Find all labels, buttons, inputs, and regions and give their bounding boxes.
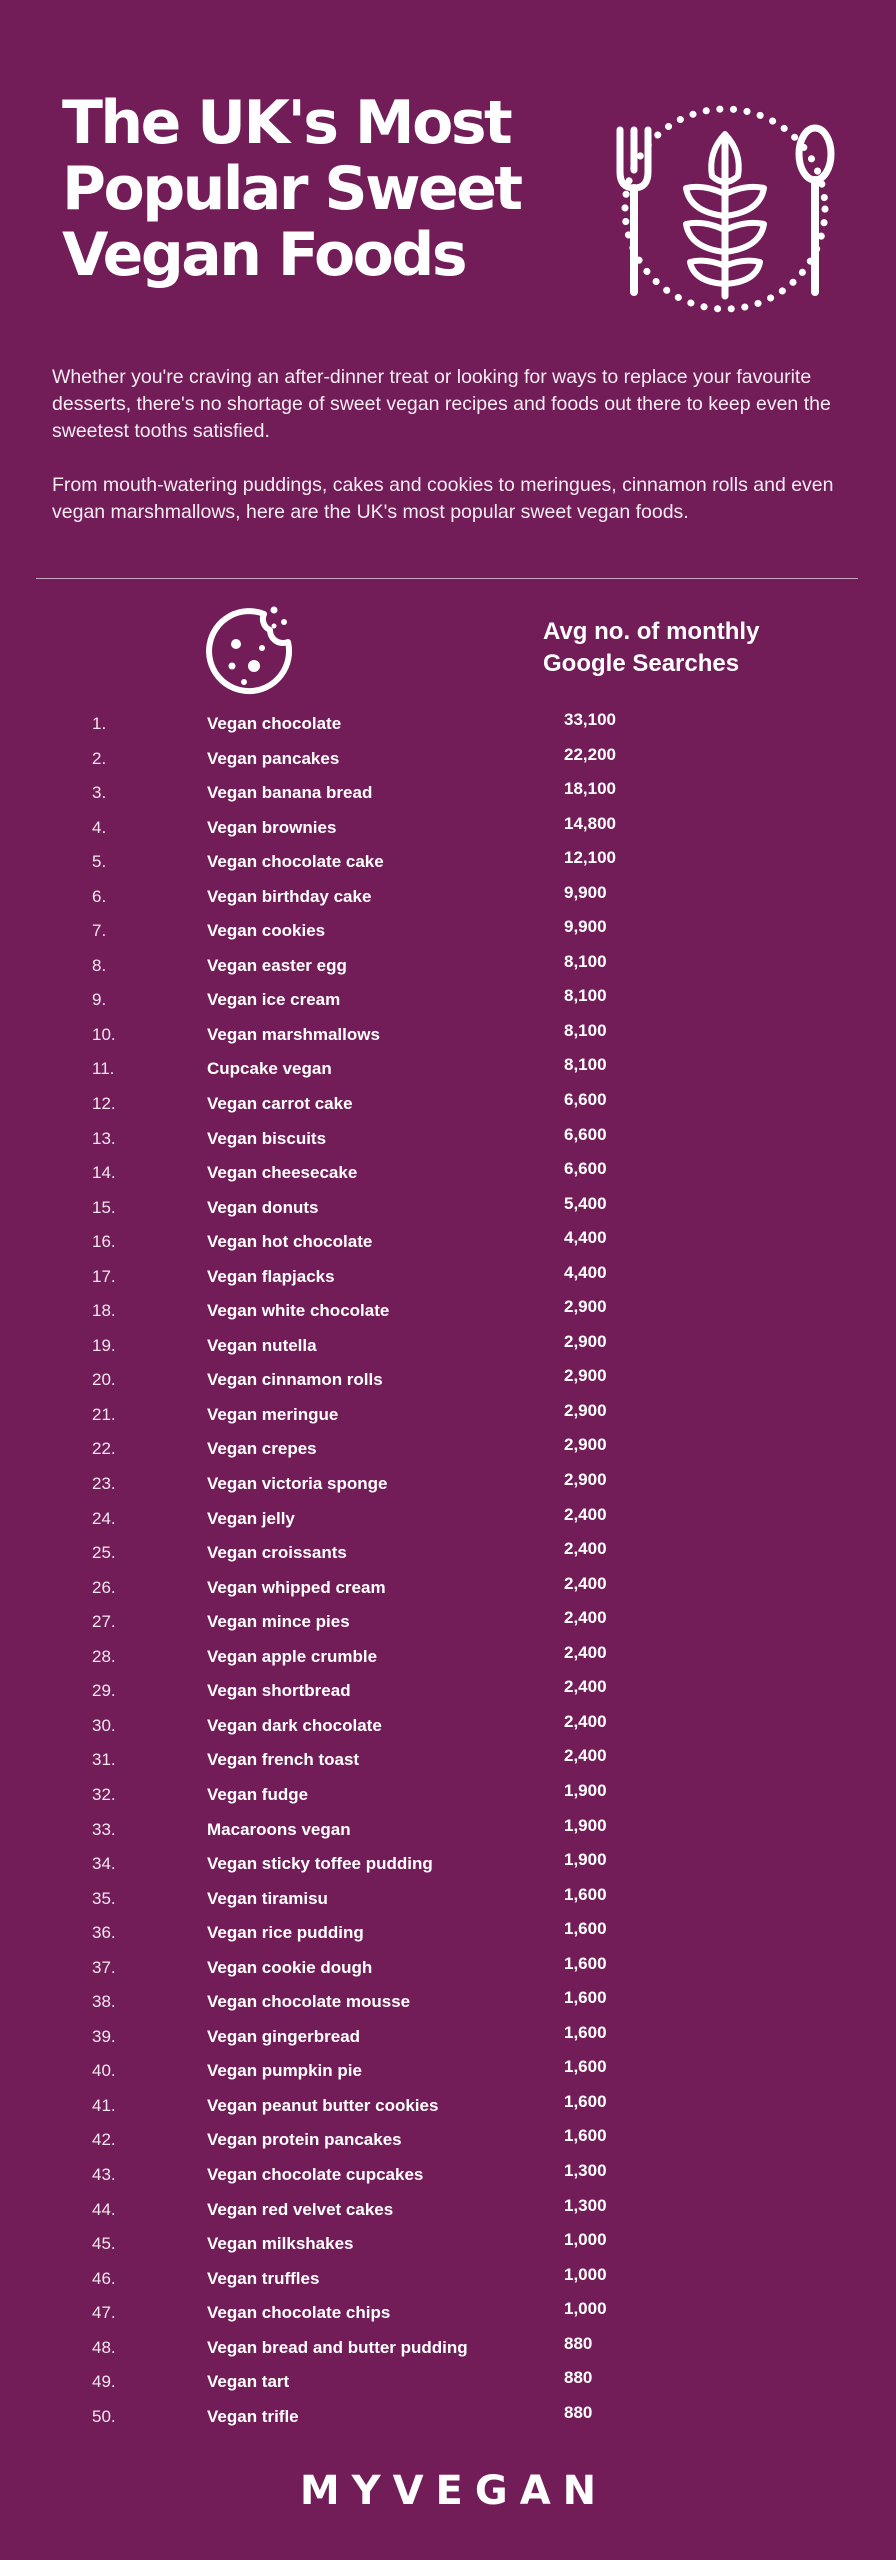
list-item [0,1464,896,1499]
rank-number: 23. [92,1474,116,1494]
food-name: Vegan ice cream [207,990,341,1010]
food-name: Vegan dark chocolate [207,1715,382,1735]
food-name: Vegan hot chocolate [207,1232,373,1252]
food-name: Vegan jelly [207,1508,295,1528]
search-volume: 1,600 [564,1988,607,2008]
list-item [0,1913,896,1948]
rank-number: 14. [92,1163,116,1183]
rank-number: 12. [92,1094,116,1114]
ranking-list [0,704,896,2431]
list-item [0,1948,896,1983]
list-item [0,2120,896,2155]
list-item [0,842,896,877]
search-volume: 9,900 [564,917,607,937]
rank-number: 42. [92,2130,116,2150]
rank-number: 22. [92,1439,116,1459]
list-item [0,877,896,912]
divider [36,578,858,579]
rank-number: 39. [92,2026,116,2046]
search-volume: 5,400 [564,1193,607,1213]
rank-number: 37. [92,1957,116,1977]
list-item [0,2086,896,2121]
search-volume: 2,400 [564,1746,607,1766]
search-volume: 4,400 [564,1262,607,1282]
food-name: Vegan milkshakes [207,2234,354,2254]
food-name: Vegan marshmallows [207,1024,380,1044]
search-volume: 1,600 [564,1953,607,1973]
food-name: Vegan cookies [207,921,326,941]
rank-number: 3. [92,783,107,803]
value-column-header [543,616,759,680]
rank-number: 43. [92,2164,116,2184]
food-name: Vegan sticky toffee pudding [207,1854,433,1874]
food-name: Vegan shortbread [207,1681,351,1701]
rank-number: 9. [92,990,107,1010]
search-volume: 4,400 [564,1228,607,1248]
food-name: Vegan birthday cake [207,886,372,906]
list-item [0,1602,896,1637]
rank-number: 18. [92,1301,116,1321]
intro-paragraph: From mouth-watering puddings, cakes and cookies to meringues, cinnamon rolls and even vegan marshmallows, here are the UK's most popular sweet vegan foods. [52,474,834,523]
list-item [0,1740,896,1775]
food-name: Vegan pumpkin pie [207,2061,362,2081]
search-volume: 2,400 [564,1677,607,1697]
food-name: Vegan mince pies [207,1612,350,1632]
rank-number: 33. [92,1819,116,1839]
food-name: Cupcake vegan [207,1059,332,1079]
search-volume: 880 [564,2402,593,2422]
food-name: Vegan nutella [207,1335,317,1355]
title-line: Vegan Foods [62,220,466,290]
food-name: Vegan brownies [207,817,337,837]
search-volume: 6,600 [564,1090,607,1110]
search-volume: 1,300 [564,2160,607,2180]
rank-number: 7. [92,921,107,941]
list-item [0,1879,896,1914]
list-item [0,1982,896,2017]
search-volume: 12,100 [564,848,616,868]
rank-number: 8. [92,955,107,975]
food-name: Vegan french toast [207,1750,360,1770]
search-volume: 2,400 [564,1711,607,1731]
search-volume: 9,900 [564,882,607,902]
intro-text [52,364,852,553]
intro-paragraph: Whether you're craving an after-dinner treat or looking for ways to replace your favourite desserts, there's no shortage of sweet vegan recipes and foods out there to keep even the sweetest tooths satisfied. [52,366,831,442]
search-volume: 6,600 [564,1124,607,1144]
list-item [0,704,896,739]
food-name: Vegan peanut butter cookies [207,2095,439,2115]
search-volume: 2,400 [564,1539,607,1559]
list-item [0,1395,896,1430]
search-volume: 2,900 [564,1366,607,1386]
food-name: Vegan victoria sponge [207,1474,388,1494]
food-name: Vegan chocolate cake [207,852,384,872]
list-item [0,2224,896,2259]
list-item [0,1222,896,1257]
food-name: Vegan chocolate chips [207,2303,391,2323]
rank-number: 26. [92,1577,116,1597]
search-volume: 2,900 [564,1400,607,1420]
list-item [0,2328,896,2363]
search-volume: 880 [564,2368,593,2388]
list-item [0,1568,896,1603]
search-volume: 8,100 [564,986,607,1006]
list-item [0,1429,896,1464]
list-item [0,1119,896,1154]
list-item [0,808,896,843]
rank-number: 17. [92,1266,116,1286]
search-volume: 1,600 [564,2022,607,2042]
rank-number: 29. [92,1681,116,1701]
list-item [0,1360,896,1395]
search-volume: 880 [564,2333,593,2353]
rank-number: 47. [92,2303,116,2323]
list-item [0,739,896,774]
rank-number: 4. [92,817,107,837]
search-volume: 14,800 [564,813,616,833]
food-name: Vegan chocolate [207,714,342,733]
search-volume: 1,900 [564,1815,607,1835]
search-volume: 2,900 [564,1470,607,1490]
rank-number: 19. [92,1335,116,1355]
search-volume: 8,100 [564,951,607,971]
search-volume: 1,600 [564,2126,607,2146]
list-item [0,2051,896,2086]
food-name: Vegan easter egg [207,955,347,975]
cookie-icon [204,604,296,696]
search-volume: 33,100 [564,710,616,729]
rank-number: 2. [92,748,107,768]
search-volume: 6,600 [564,1159,607,1179]
food-name: Vegan tart [207,2372,290,2392]
rank-number: 31. [92,1750,116,1770]
list-item [0,2362,896,2397]
rank-number: 20. [92,1370,116,1390]
search-volume: 2,400 [564,1608,607,1628]
rank-number: 41. [92,2095,116,2115]
search-volume: 2,900 [564,1297,607,1317]
rank-number: 11. [92,1059,115,1079]
rank-number: 34. [92,1854,116,1874]
food-name: Vegan carrot cake [207,1094,353,1114]
rank-number: 50. [92,2406,116,2426]
fork-wheat-spoon-icon [612,96,838,322]
search-volume: 1,600 [564,1919,607,1939]
brand-logo: MYVEGAN [299,2468,609,2514]
list-item [0,946,896,981]
rank-number: 32. [92,1784,116,1804]
rank-number: 35. [92,1888,116,1908]
food-name: Vegan fudge [207,1784,309,1804]
list-item [0,1844,896,1879]
food-name: Vegan gingerbread [207,2026,361,2046]
rank-number: 36. [92,1923,116,1943]
rank-number: 45. [92,2234,116,2254]
title-line: Popular Sweet [62,154,521,224]
list-item [0,2293,896,2328]
rank-number: 13. [92,1128,116,1148]
food-name: Vegan whipped cream [207,1577,386,1597]
rank-number: 1. [92,714,107,733]
food-name: Macaroons vegan [207,1819,351,1839]
search-volume: 1,000 [564,2299,607,2319]
food-name: Vegan trifle [207,2406,299,2426]
food-name: Vegan chocolate cupcakes [207,2164,424,2184]
rank-number: 30. [92,1715,116,1735]
rank-number: 38. [92,1992,116,2012]
list-item [0,1533,896,1568]
list-item [0,2017,896,2052]
list-item [0,1706,896,1741]
food-name: Vegan crepes [207,1439,317,1459]
list-item [0,1188,896,1223]
page-title [62,90,582,288]
rank-number: 28. [92,1646,116,1666]
list-item [0,1257,896,1292]
food-name: Vegan cinnamon rolls [207,1370,383,1390]
food-name: Vegan cheesecake [207,1163,358,1183]
search-volume: 1,000 [564,2230,607,2250]
search-volume: 1,900 [564,1780,607,1800]
food-name: Vegan tiramisu [207,1888,328,1908]
rank-number: 46. [92,2268,116,2288]
rank-number: 48. [92,2337,116,2357]
list-item [0,1015,896,1050]
rank-number: 21. [92,1404,116,1424]
rank-number: 44. [92,2199,116,2219]
list-item [0,2155,896,2190]
search-volume: 8,100 [564,1020,607,1040]
food-name: Vegan meringue [207,1404,339,1424]
search-volume: 1,000 [564,2264,607,2284]
rank-number: 24. [92,1508,116,1528]
food-name: Vegan chocolate mousse [207,1992,411,2012]
rank-number: 25. [92,1543,116,1563]
list-item [0,1775,896,1810]
food-name: Vegan bread and butter pudding [207,2337,468,2357]
list-item [0,1153,896,1188]
food-name: Vegan croissants [207,1543,347,1563]
list-item [0,1291,896,1326]
search-volume: 1,900 [564,1850,607,1870]
rank-number: 16. [92,1232,116,1252]
list-item [0,1084,896,1119]
list-item [0,980,896,1015]
rank-number: 5. [92,852,107,872]
food-name: Vegan cookie dough [207,1957,373,1977]
food-name: Vegan banana bread [207,783,373,803]
food-name: Vegan truffles [207,2268,320,2288]
search-volume: 1,600 [564,1884,607,1904]
list-item [0,1810,896,1845]
search-volume: 18,100 [564,779,616,799]
rank-number: 49. [92,2372,116,2392]
search-volume: 1,300 [564,2195,607,2215]
rank-number: 15. [92,1197,116,1217]
food-name: Vegan white chocolate [207,1301,390,1321]
food-name: Vegan flapjacks [207,1266,335,1286]
list-item [0,1637,896,1672]
column-header-line: Google Searches [543,650,740,677]
rank-number: 27. [92,1612,116,1632]
list-item [0,1326,896,1361]
rank-number: 10. [92,1024,116,1044]
food-name: Vegan biscuits [207,1128,327,1148]
search-volume: 1,600 [564,2091,607,2111]
rank-number: 40. [92,2061,116,2081]
food-name: Vegan rice pudding [207,1923,364,1943]
list-item [0,1049,896,1084]
list-item [0,773,896,808]
list-item [0,1499,896,1534]
search-volume: 2,400 [564,1573,607,1593]
search-volume: 2,900 [564,1331,607,1351]
food-name: Vegan pancakes [207,748,340,768]
food-name: Vegan protein pancakes [207,2130,402,2150]
search-volume: 2,400 [564,1642,607,1662]
food-name: Vegan apple crumble [207,1646,378,1666]
title-line: The UK's Most [62,88,511,158]
search-volume: 22,200 [564,744,616,764]
list-item [0,2397,896,2432]
search-volume: 2,900 [564,1435,607,1455]
list-item [0,911,896,946]
search-volume: 8,100 [564,1055,607,1075]
search-volume: 1,600 [564,2057,607,2077]
column-header-line: Avg no. of monthly [543,618,760,645]
food-name: Vegan red velvet cakes [207,2199,394,2219]
search-volume: 2,400 [564,1504,607,1524]
list-item [0,1671,896,1706]
food-name: Vegan donuts [207,1197,319,1217]
list-item [0,2259,896,2294]
list-item [0,2190,896,2225]
rank-number: 6. [92,886,107,906]
